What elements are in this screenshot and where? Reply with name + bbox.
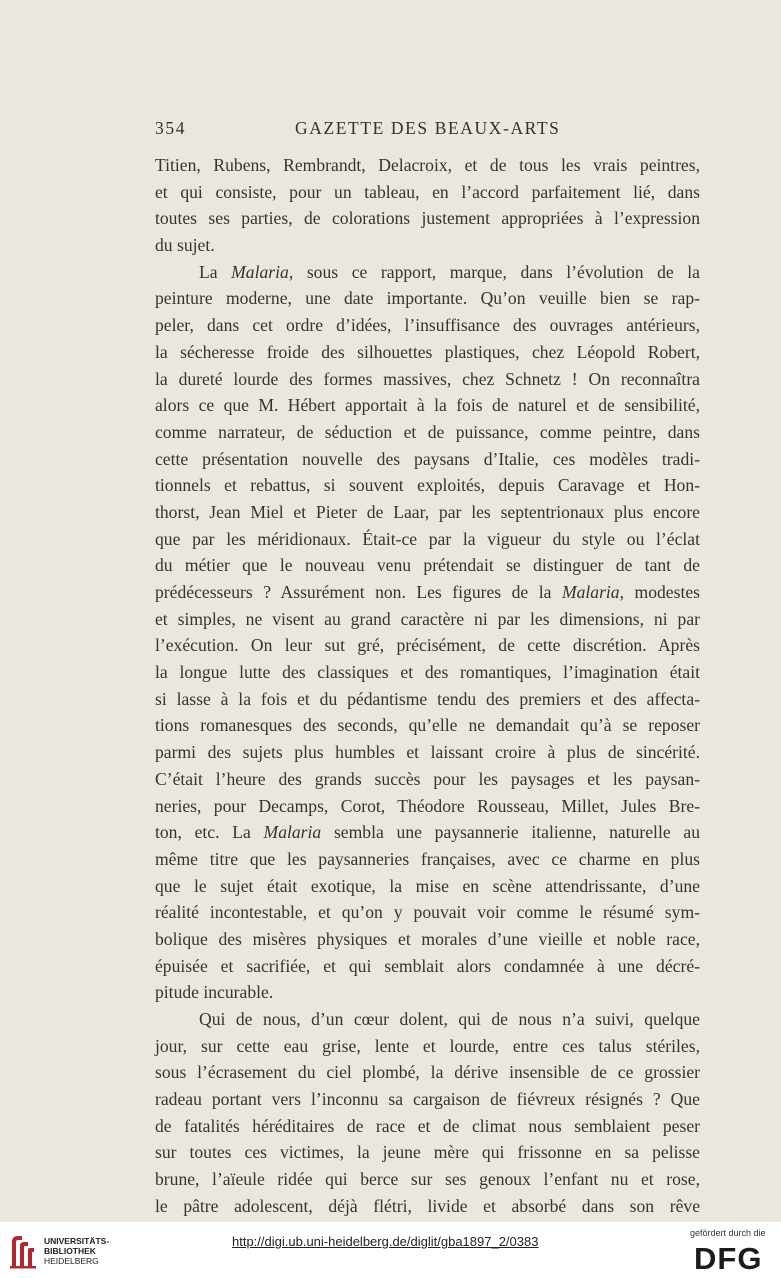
permalink-url[interactable]: http://digi.ub.uni-heidelberg.de/diglit/gba1897_2/0383 — [232, 1234, 539, 1249]
text-line: sous l’écrasement du ciel plombé, la dérive insensible de ce grossier — [155, 1062, 700, 1083]
text-line: de fatalités héréditaires de race et de climat nous semblaient peser — [155, 1115, 700, 1136]
viewer-footer — [0, 1222, 781, 1278]
text-line: bolique des misères physiques et morales d’une vieille et noble race, — [155, 928, 700, 949]
page-number: 354 — [155, 118, 187, 138]
text-line: jour, sur cette eau grise, lente et lourde, entre ces talus stériles, — [155, 1035, 700, 1056]
text-line: la sécheresse froide des silhouettes plastiques, chez Léopold Robert, — [155, 341, 700, 362]
institution-line: HEIDELBERG — [44, 1256, 99, 1266]
text-span: sembla une paysannerie italienne, naturelle au — [321, 822, 700, 843]
text-line — [155, 819, 700, 846]
italic-title: Malaria — [231, 261, 289, 282]
text-line: et simples, ne visent au grand caractère ni par les dimensions, ni par — [155, 608, 700, 629]
text-line: que par les méridionaux. Était-ce par la vigueur du style ou l’éclat — [155, 528, 700, 549]
text-span: ton, etc. La — [155, 822, 264, 843]
text-line: tions romanesques des seconds, qu’elle ne demandait qu’à se reposer — [155, 715, 700, 736]
text-line: sur toutes ces victimes, la jeune mère qui frissonne en sa pelisse — [155, 1142, 700, 1163]
text-line — [155, 579, 700, 606]
text-line: toutes ses parties, de colorations justement appropriées à l’expression — [155, 208, 700, 229]
text-line: tionnels et rebattus, si souvent exploités, depuis Caravage et Hon- — [155, 475, 700, 496]
text-line: réalité incontestable, et qu’on y pouvait voir comme le résumé sym- — [155, 902, 700, 923]
journal-title: GAZETTE DES BEAUX-ARTS — [295, 118, 561, 138]
text-line: peinture moderne, une date importante. Qu’on veuille bien se rap- — [155, 288, 700, 309]
text-line: du métier que le nouveau venu prétendait se distinguer de tant de — [155, 555, 700, 576]
text-line: épuisée et sacrifiée, et qui semblait alors condamnée à une décré- — [155, 955, 700, 976]
text-line: Titien, Rubens, Rembrandt, Delacroix, et de tous les vrais peintres, — [155, 155, 700, 175]
institution-line: BIBLIOTHEK — [44, 1246, 96, 1256]
text-span: prédécesseurs ? Assurément non. Les figures de la — [155, 582, 562, 602]
text-line: la dureté lourde des formes massives, chez Schnetz ! On reconnaîtra — [155, 368, 700, 389]
institution-line: UNIVERSITÄTS- — [44, 1236, 110, 1246]
text-line: et qui consiste, pour un tableau, en l’accord parfaitement lié, dans — [155, 181, 700, 202]
text-line — [155, 259, 700, 286]
funding-note: gefördert durch die — [690, 1228, 766, 1238]
text-span: , sous ce rapport, marque, dans l’évolution de la — [288, 261, 700, 282]
text-line: que le sujet était exotique, la mise en scène attendrissante, d’une — [155, 875, 700, 896]
italic-title: Malaria — [561, 582, 620, 602]
text-line: comme narrateur, de séduction et de puissance, comme peintre, dans — [155, 421, 700, 442]
text-line: peler, dans cet ordre d’idées, l’insuffisance des ouvrages antérieurs, — [155, 315, 700, 336]
text-span: La — [199, 261, 232, 282]
running-head — [155, 118, 700, 142]
heidelberg-logo-icon — [8, 1232, 38, 1270]
text-line: le pâtre adolescent, déjà flétri, livide et absorbé dans son rêve — [155, 1195, 700, 1216]
text-line: radeau portant vers l’inconnu sa cargaison de fiévreux résignés ? Que — [155, 1089, 700, 1110]
text-line: parmi des sujets plus humbles et laissant croire à plus de sincérité. — [155, 742, 700, 763]
institution-name — [44, 1236, 109, 1266]
text-line: alors ce que M. Hébert apportait à la fois de naturel et de sensibilité, — [155, 395, 700, 416]
italic-title: Malaria — [263, 822, 322, 843]
text-line: même titre que les paysanneries françaises, avec ce charme en plus — [155, 848, 700, 869]
text-line: C’était l’heure des grands succès pour les paysages et les paysan- — [155, 768, 700, 789]
text-line: thorst, Jean Miel et Pieter de Laar, par les septentrionaux plus encore — [155, 501, 700, 522]
article-body — [155, 152, 700, 1220]
text-line: la longue lutte des classiques et des romantiques, l’imagination était — [155, 662, 700, 683]
text-span: , modestes — [619, 582, 700, 602]
dfg-logo: DFG — [694, 1241, 763, 1276]
text-line: brune, l’aïeule ridée qui berce sur ses genoux l’enfant nu et rose, — [155, 1169, 700, 1190]
text-line: neries, pour Decamps, Corot, Théodore Rousseau, Millet, Jules Bre- — [155, 795, 700, 816]
text-line: cette présentation nouvelle des paysans d’Italie, ces modèles tradi- — [155, 448, 700, 469]
text-line: si lasse à la fois et du pédantisme tendu des premiers et des affecta- — [155, 688, 700, 709]
text-line: du sujet. — [155, 235, 215, 256]
text-line: pitude incurable. — [155, 982, 274, 1003]
text-line: l’exécution. On leur sut gré, précisément, de cette discrétion. Après — [155, 635, 700, 656]
text-line: Qui de nous, d’un cœur dolent, qui de nous n’a suivi, quelque — [199, 1009, 700, 1029]
